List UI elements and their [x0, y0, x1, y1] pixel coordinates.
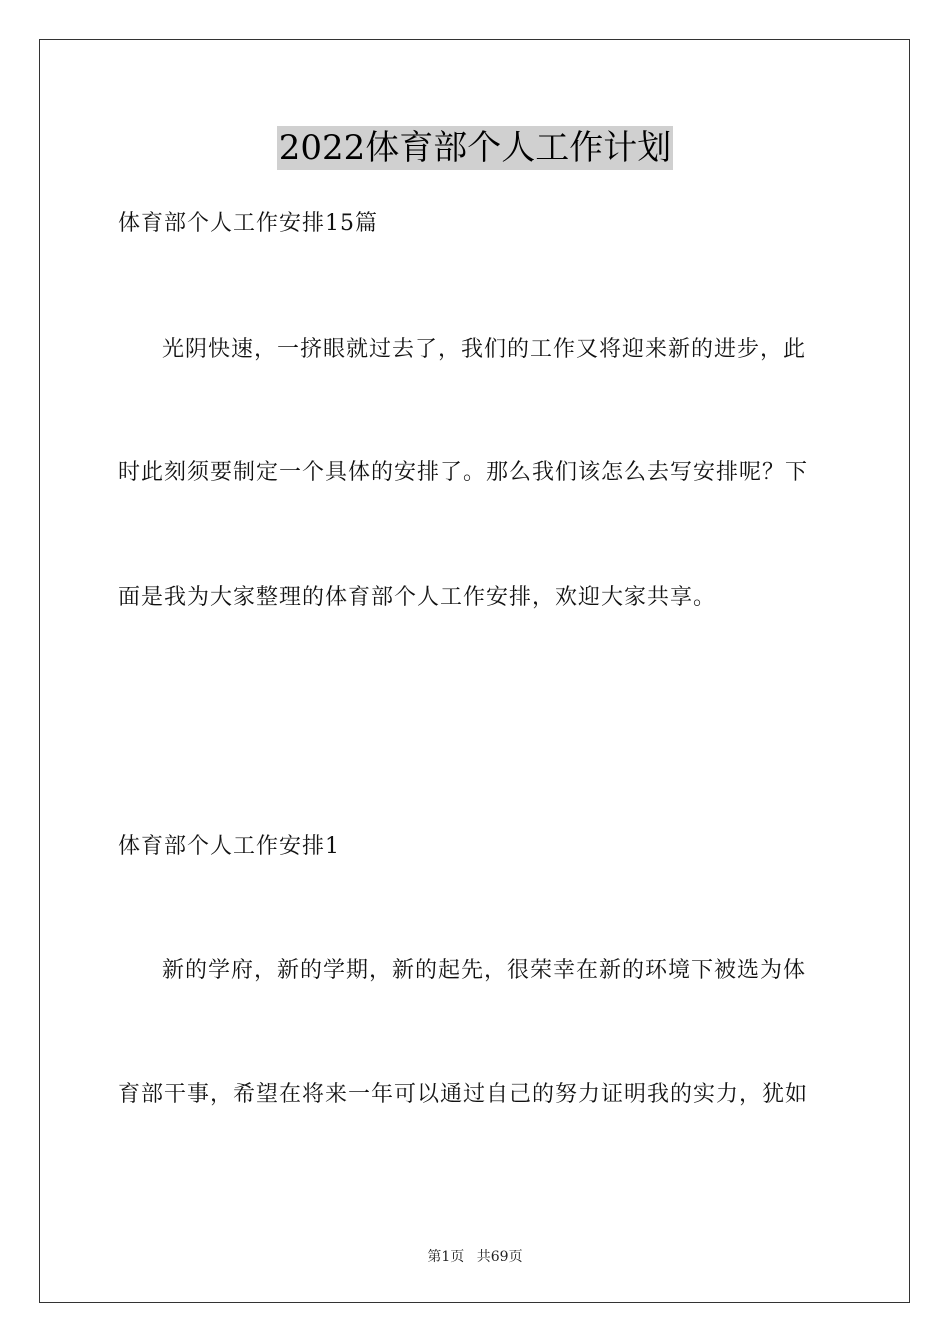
- paragraph-line: 新的学府，新的学期，新的起先，很荣幸在新的环境下被选为体: [162, 958, 807, 983]
- paragraph-line: 面是我为大家整理的体育部个人工作安排，欢迎大家共享。: [118, 585, 717, 610]
- title-container: [0, 126, 950, 170]
- page-number: 第1页: [427, 1249, 465, 1265]
- document-title: 2022体育部个人工作计划: [278, 128, 672, 168]
- document-subtitle: 体育部个人工作安排15篇: [118, 211, 378, 236]
- paragraph-line: 时此刻须要制定一个具体的安排了。那么我们该怎么去写安排呢？下: [118, 460, 809, 485]
- page-footer: [0, 1248, 950, 1266]
- paragraph-line: 光阴快速，一挤眼就过去了，我们的工作又将迎来新的进步，此: [162, 337, 807, 362]
- paragraph-line: 育部干事，希望在将来一年可以通过自己的努力证明我的实力，犹如: [118, 1082, 809, 1107]
- section-heading: 体育部个人工作安排1: [118, 834, 340, 859]
- total-pages: 共69页: [476, 1249, 523, 1265]
